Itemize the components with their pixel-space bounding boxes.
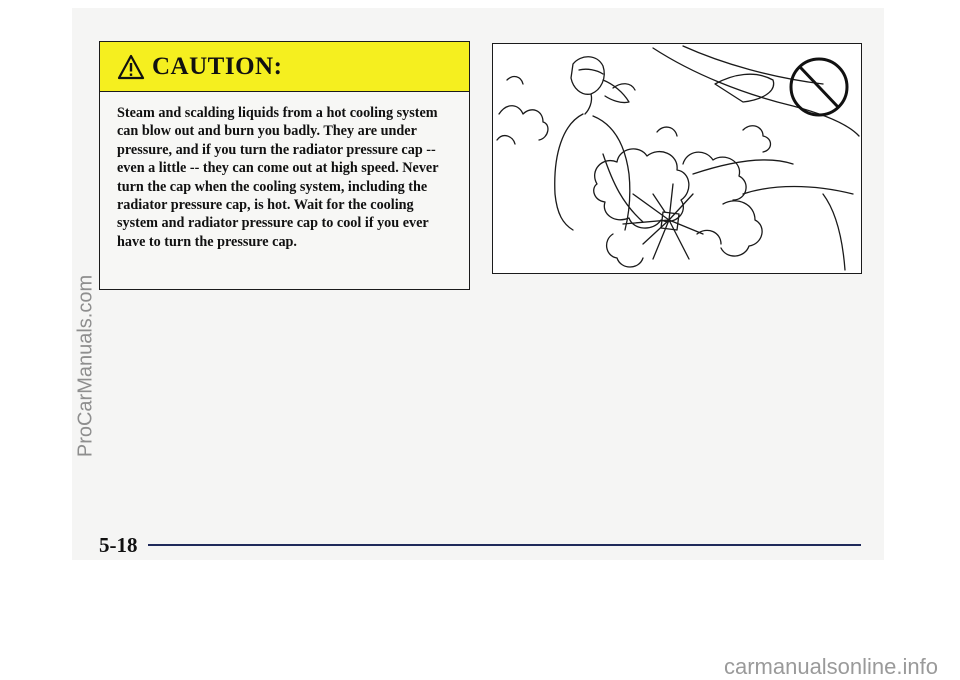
caution-box	[99, 41, 470, 290]
page-number: 5-18	[99, 533, 138, 557]
illustration-hot-radiator-steam	[492, 43, 862, 274]
prohibited-icon	[791, 59, 847, 115]
footer-rule	[148, 544, 861, 546]
caution-body-text: Steam and scalding liquids from a hot cooling system can blow out and burn you badly. They are under pressure, and if you turn the radiator pressure cap -- even a little -- they can come out at high speed. Never turn the cap when the cooling system, including the radiator pressure cap, is hot. Wait for the cooling system and radiator pressure cap to cool if you ever have to turn the pressure cap.	[117, 105, 439, 250]
caution-header	[100, 42, 469, 92]
warning-triangle-icon	[117, 54, 145, 80]
side-watermark: ProCarManuals.com	[74, 274, 97, 458]
bottom-watermark: carmanualsonline.info	[723, 654, 938, 679]
caution-title: CAUTION:	[152, 52, 283, 80]
